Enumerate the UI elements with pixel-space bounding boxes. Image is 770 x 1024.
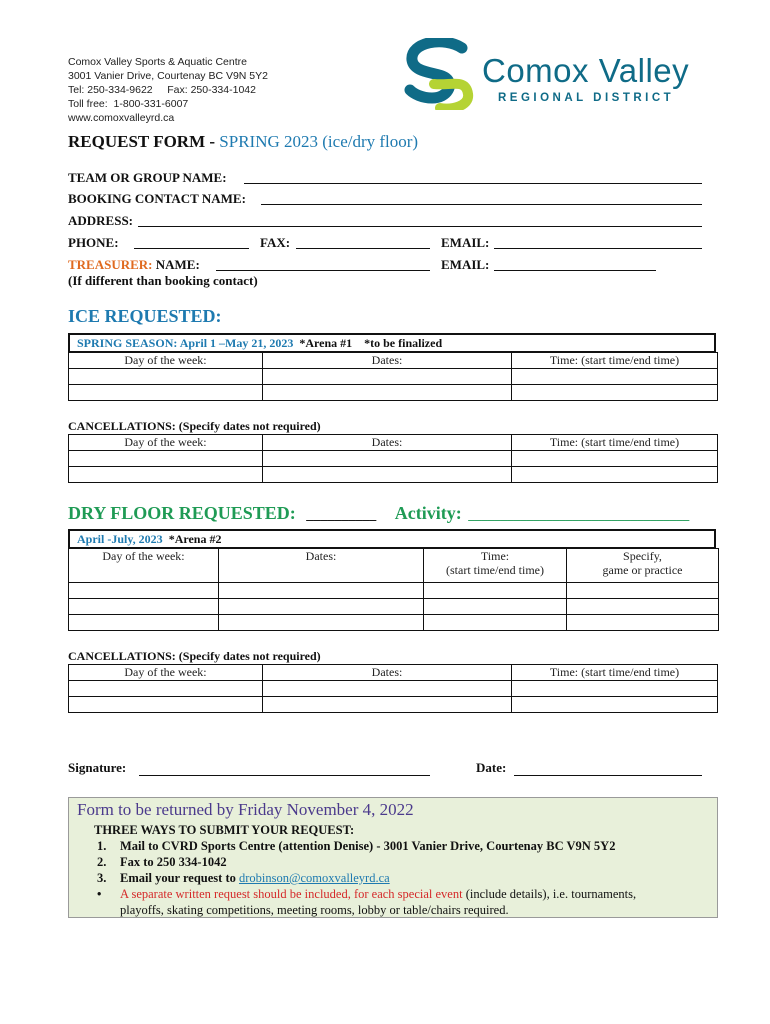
treasurer-email-label: EMAIL: [441, 257, 490, 272]
phone-field[interactable] [134, 248, 249, 249]
table-cell[interactable] [69, 697, 263, 713]
website-link[interactable]: www.comoxvalleyrd.ca [68, 112, 175, 124]
table-cell[interactable] [424, 583, 567, 599]
table-cell[interactable] [512, 369, 718, 385]
col-time-header: Time: (start time/end time) [512, 353, 718, 369]
table-cell[interactable] [69, 385, 263, 401]
centre-address [68, 55, 268, 125]
table-cell[interactable] [69, 451, 263, 467]
item-text: Email your request to [120, 871, 239, 885]
team-name-label: TEAM OR GROUP NAME: [68, 170, 227, 185]
fax-field[interactable] [296, 248, 430, 249]
address-label: ADDRESS: [68, 213, 134, 228]
list-item [97, 886, 636, 902]
ice-heading: ICE REQUESTED: [68, 306, 222, 326]
table-cell[interactable] [512, 681, 718, 697]
item-number: 3. [97, 871, 107, 885]
time-sublabel: (start time/end time) [446, 563, 544, 577]
email-link[interactable]: drobinson@comoxvalleyrd.ca [238, 871, 390, 885]
table-cell[interactable] [424, 599, 567, 615]
item-number: 2. [97, 855, 107, 869]
address-line: Toll free: 1-800-331-6007 [68, 98, 189, 110]
return-deadline: Form to be returned by Friday November 4, 2022 [77, 800, 414, 819]
address-line: Tel: 250-334-9622 Fax: 250-334-1042 [68, 84, 256, 96]
bullet-red-text: A separate written request should be included, for each special event [120, 887, 463, 901]
dry-arena: *Arena #2 [162, 532, 222, 546]
table-cell[interactable] [512, 697, 718, 713]
table-cell[interactable] [219, 615, 424, 631]
treasurer-email-field[interactable] [494, 270, 656, 271]
col-time-header: Time: (start time/end time) [512, 435, 718, 451]
form-title [68, 132, 418, 152]
date-label: Date: [476, 760, 507, 775]
activity-field[interactable]: __________________________________ [468, 507, 690, 522]
table-cell[interactable] [263, 385, 512, 401]
submit-ways-list [97, 838, 636, 918]
table-cell[interactable] [263, 369, 512, 385]
table-cell[interactable] [219, 583, 424, 599]
logo-name: Comox Valley [482, 52, 690, 89]
item-text: Mail to CVRD Sports Centre (attention Denise) - 3001 Vanier Drive, Courtenay BC V9N 5Y2 [120, 839, 616, 853]
specify-sublabel: game or practice [602, 563, 683, 577]
bullet-icon: • [97, 887, 102, 901]
table-cell[interactable] [69, 467, 263, 483]
table-cell[interactable] [69, 615, 219, 631]
table-cell[interactable] [567, 599, 719, 615]
item-text: Fax to 250 334-1042 [120, 855, 227, 869]
return-instructions-box [68, 797, 718, 918]
dry-cancel-label: CANCELLATIONS: (Specify dates not required) [68, 649, 321, 663]
email-field[interactable] [494, 248, 702, 249]
table-cell[interactable] [424, 615, 567, 631]
dry-season-box [68, 529, 716, 549]
phone-label: PHONE: [68, 235, 119, 250]
specify-label: Specify, [623, 549, 662, 563]
table-cell[interactable] [263, 681, 512, 697]
table-cell[interactable] [69, 369, 263, 385]
logo-s-icon [404, 38, 476, 110]
list-item [97, 870, 636, 886]
activity-label: Activity: [394, 503, 462, 523]
address-line: Comox Valley Sports & Aquatic Centre [68, 56, 247, 68]
treasurer-name-field[interactable] [216, 270, 430, 271]
treasurer-note: (If different than booking contact) [68, 273, 258, 288]
table-cell[interactable] [69, 681, 263, 697]
treasurer-row [68, 257, 200, 273]
table-cell[interactable] [219, 599, 424, 615]
col-day-header: Day of the week: [69, 665, 263, 681]
table-cell[interactable] [69, 599, 219, 615]
col-day-header: Day of the week: [69, 549, 219, 583]
ice-cancel-table [68, 434, 718, 483]
signature-field[interactable] [139, 775, 430, 776]
logo-subtitle: REGIONAL DISTRICT [498, 92, 675, 104]
address-line: 3001 Vanier Drive, Courtenay BC V9N 5Y2 [68, 70, 268, 82]
dry-blank[interactable]: __________ [306, 508, 377, 523]
ice-request-table [68, 352, 718, 401]
item-number: 1. [97, 839, 107, 853]
bullet-text-line2: playoffs, skating competitions, meeting rooms, lobby or table/chairs required. [120, 903, 509, 917]
cvrd-logo [404, 38, 704, 110]
dry-request-table [68, 548, 719, 631]
table-cell[interactable] [512, 467, 718, 483]
table-cell[interactable] [567, 615, 719, 631]
time-label: Time: [480, 549, 510, 563]
table-cell[interactable] [263, 467, 512, 483]
booking-contact-label: BOOKING CONTACT NAME: [68, 191, 246, 206]
ice-season-box [68, 333, 716, 353]
email-label: EMAIL: [441, 235, 490, 250]
treasurer-name-label: NAME: [155, 257, 200, 272]
list-item [97, 902, 636, 918]
dry-cancel-table [68, 664, 718, 713]
address-field[interactable] [138, 226, 702, 227]
col-dates-header: Dates: [263, 435, 512, 451]
ice-cancel-label: CANCELLATIONS: (Specify dates not required) [68, 419, 321, 433]
table-cell[interactable] [512, 451, 718, 467]
col-dates-header: Dates: [263, 665, 512, 681]
title-season: SPRING 2023 (ice/dry floor) [219, 132, 419, 151]
ice-season-label: SPRING SEASON: April 1 –May 21, 2023 [77, 336, 294, 350]
list-item [97, 838, 636, 854]
submit-ways-heading: THREE WAYS TO SUBMIT YOUR REQUEST: [94, 823, 355, 837]
col-time-header [424, 549, 567, 583]
dry-season-label: April -July, 2023 [77, 532, 163, 546]
treasurer-label: TREASURER: [68, 257, 153, 272]
fax-label: FAX: [260, 235, 291, 250]
col-day-header: Day of the week: [69, 435, 263, 451]
col-time-header: Time: (start time/end time) [512, 665, 718, 681]
booking-contact-field[interactable] [261, 204, 702, 205]
dry-heading: DRY FLOOR REQUESTED: [68, 503, 296, 523]
table-cell[interactable] [263, 451, 512, 467]
table-cell[interactable] [512, 385, 718, 401]
dry-heading-row [68, 503, 689, 524]
col-dates-header: Dates: [219, 549, 424, 583]
table-cell[interactable] [263, 697, 512, 713]
col-dates-header: Dates: [263, 353, 512, 369]
date-field[interactable] [514, 775, 702, 776]
col-specify-header [567, 549, 719, 583]
signature-label: Signature: [68, 760, 127, 775]
team-name-field[interactable] [244, 183, 702, 184]
list-item [97, 854, 636, 870]
title-prefix: REQUEST FORM - [68, 132, 220, 151]
table-cell[interactable] [567, 583, 719, 599]
ice-arena: *Arena #1 *to be finalized [293, 336, 443, 350]
bullet-text: (include details), i.e. tournaments, [462, 887, 637, 901]
col-day-header: Day of the week: [69, 353, 263, 369]
table-cell[interactable] [69, 583, 219, 599]
